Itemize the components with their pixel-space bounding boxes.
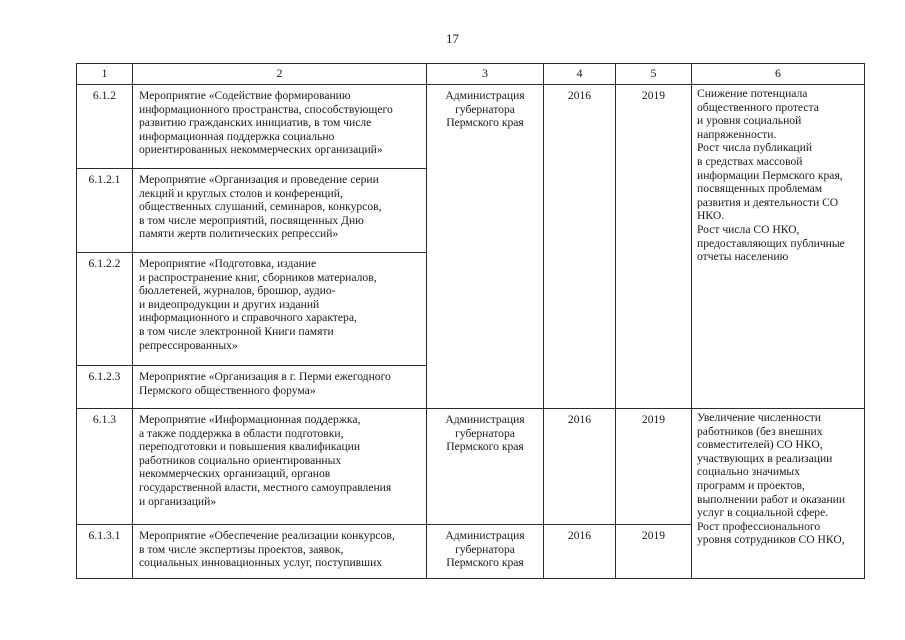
description-line: Мероприятие «Подготовка, издание [139,257,317,270]
executor-line: Пермского края [446,440,524,454]
description-line: бюллетеней, журналов, брошюр, аудио- [139,284,336,298]
executor-line: Администрация [445,413,525,426]
end-year: 2019 [616,525,692,579]
result-line: совместителей) СО НКО, [697,438,823,452]
description-line: и организаций» [139,494,217,508]
item-number: 6.1.3.1 [77,525,133,579]
item-number: 6.1.3 [77,409,133,525]
column-header: 3 [427,64,544,85]
item-description [133,85,427,169]
result-line: Рост числа публикаций [697,141,813,155]
result-line: посвященных проблемам [697,182,823,196]
start-year: 2016 [544,409,616,525]
item-number: 6.1.2.2 [77,253,133,366]
item-number: 6.1.2 [77,85,133,169]
description-line: ориентированных некоммерческих организаций» [139,143,383,157]
end-year: 2019 [616,85,692,409]
column-header: 1 [77,64,133,85]
description-line: социальных инновационных услуг, поступивших [139,556,383,570]
description-line: в том числе экспертизы проектов, заявок, [139,542,344,556]
result-line: работников (без внешних [697,424,823,438]
description-line: и видеопродукции и других изданий [139,297,320,311]
executor-cell [427,85,544,409]
executor-line: губернатора [455,426,515,440]
description-line: некоммерческих организаций, органов [139,467,331,481]
result-line: предоставляющих публичные [697,236,845,250]
end-year: 2019 [616,409,692,525]
description-line: Мероприятие «Обеспечение реализации конкурсов, [139,529,395,542]
result-line: Рост числа СО НКО, [697,222,800,236]
activities-table [76,63,865,579]
result-line: напряженности. [697,127,777,141]
description-line: а также поддержка в области подготовки, [139,426,344,440]
column-header: 4 [544,64,616,85]
result-line: выполнении работ и оказании [697,492,846,506]
result-line: общественного протеста [697,100,819,114]
result-line: Увеличение численности [697,411,821,424]
item-number: 6.1.2.1 [77,169,133,253]
description-line: информационного пространства, способствующего [139,102,393,116]
result-line: НКО. [697,209,725,223]
start-year: 2016 [544,85,616,409]
description-line: работников социально ориентированных [139,453,342,467]
item-description [133,409,427,525]
table-row [77,85,865,169]
description-line: информационная поддержка социально [139,129,335,143]
result-line: информации Пермского края, [697,168,843,182]
executor-line: губернатора [455,542,515,556]
result-line: социально значимых [697,465,800,479]
description-line: Мероприятие «Организация в г. Перми ежегодного [139,370,391,383]
description-line: Мероприятие «Организация и проведение серии [139,173,379,186]
description-line: и распространение книг, сборников материалов, [139,270,377,284]
table-row [77,409,865,525]
executor-cell [427,525,544,579]
executor-line: Пермского края [446,556,524,570]
result-line: отчеты населению [697,250,789,264]
item-description [133,253,427,366]
result-line: программ и проектов, [697,478,805,492]
executor-line: Администрация [445,529,525,542]
result-line: в средствах массовой [697,154,803,168]
item-description [133,169,427,253]
expected-result [692,409,865,579]
start-year: 2016 [544,525,616,579]
description-line: Пермского общественного форума» [139,383,316,397]
description-line: в том числе мероприятий, посвященных Дню [139,213,364,227]
description-line: репрессированных» [139,338,238,352]
expected-result [692,85,865,409]
column-header: 6 [692,64,865,85]
result-line: уровня сотрудников СО НКО, [697,533,845,547]
item-number: 6.1.2.3 [77,366,133,409]
page-number: 17 [446,31,459,46]
description-line: развитию гражданских инициатив, в том числе [139,116,372,130]
description-line: Мероприятие «Содействие формированию [139,89,351,102]
column-header: 5 [616,64,692,85]
description-line: информационного и справочного характера, [139,311,357,325]
description-line: в том числе электронной Книги памяти [139,324,334,338]
item-description [133,525,427,579]
result-line: Снижение потенциала [697,87,808,100]
description-line: лекций и круглых столов и конференций, [139,186,343,200]
description-line: памяти жертв политических репрессий» [139,227,339,241]
description-line: переподготовки и повышения квалификации [139,440,361,454]
executor-line: Пермского края [446,116,524,130]
result-line: развития и деятельности СО [697,195,839,209]
result-line: участвующих в реализации [697,451,833,465]
executor-cell [427,409,544,525]
item-description [133,366,427,409]
executor-line: Администрация [445,89,525,102]
description-line: Мероприятие «Информационная поддержка, [139,413,361,426]
result-line: услуг в социальной сфере. [697,506,829,520]
executor-line: губернатора [455,102,515,116]
column-header: 2 [133,64,427,85]
description-line: государственной власти, местного самоуправления [139,480,392,494]
result-line: и уровня социальной [697,114,802,128]
result-line: Рост профессионального [697,519,821,533]
description-line: общественных слушаний, семинаров, конкурсов, [139,200,382,214]
header-row [77,64,865,85]
